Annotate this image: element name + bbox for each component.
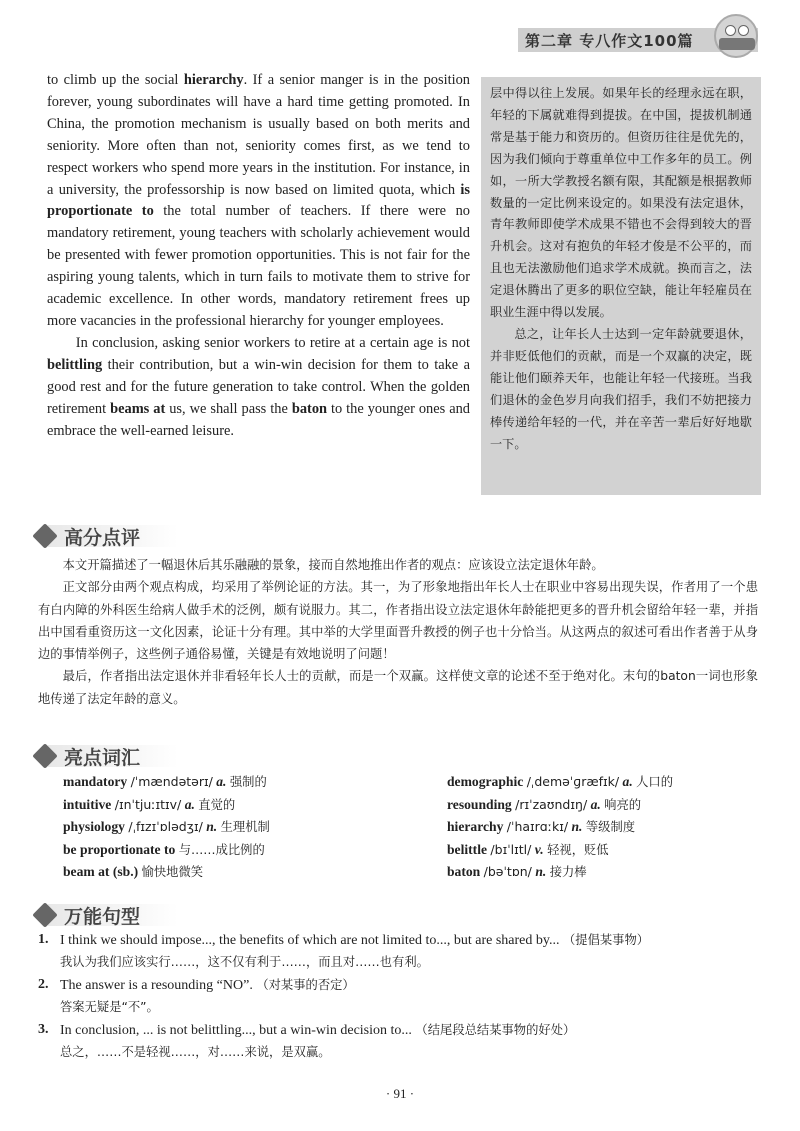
sentence-item: 1. I think we should impose..., the benefits of which are not limited to..., but are shared by... （提倡某事物） 我认为我们应该实行……，这不仅有利于……，而且对……也有利。 xyxy=(38,929,760,972)
essay-text xyxy=(47,70,470,442)
translation-paragraph-1: 层中得以往上发展。如果年长的经理永远在职，年轻的下属就难得到提拔。在中国，提拔机制通常是基于能力和资历的。但资历往往是优先的，因为我们倾向于尊重单位中工作多年的员工。例如，一所大学教授名额有限，其配额是根据教师数量的一定比例来设定的。如果没有法定退休，青年教师即使学术成果不错也不会得到较大的晋升机会。这对有抱负的年轻才俊是不公平的，而且也无法激励他们追求学术成就。换而言之，法定退休腾出了更多的职位空缺，能让年轻雇员在职业生涯中得以发展。 xyxy=(490,86,752,320)
page-number: · 91 · xyxy=(385,1086,415,1101)
vocab-row xyxy=(63,772,763,795)
vocab-entry: demographic /ˌdeməˈɡræfɪk/ a. 人口的 xyxy=(447,774,674,789)
comment-paragraph: 最后，作者指出法定退休并非看轻年长人士的贡献，而是一个双赢。这样使文章的论述不至于绝对化。末句的baton一词也形象地传递了法定年龄的意义。 xyxy=(38,669,758,706)
vocab-entry: hierarchy /ˈhaɪrɑːkɪ/ n. 等级制度 xyxy=(447,819,636,834)
vocab-entry: beam at (sb.) 愉快地微笑 xyxy=(63,864,204,879)
vocab-row xyxy=(63,817,763,840)
comment-paragraph: 本文开篇描述了一幅退休后其乐融融的景象，接而自然地推出作者的观点：应该设立法定退休年龄。 xyxy=(62,558,604,572)
translation-paragraph-2: 总之，让年长人士达到一定年龄就要退休，并非贬低他们的贡献，而是一个双赢的决定，既能让他们颐养天年，也能让年轻一代接班。当我们退休的金色岁月向我们招手，我们不妨把接力棒传递给年轻的一代，并在辛苦一辈后好好地歇一下。 xyxy=(490,326,752,451)
chapter-title: 第二章 专八作文100篇 xyxy=(525,32,694,50)
sentence-item: 2. The answer is a resounding “NO”. （对某事的否定） 答案无疑是“不”。 xyxy=(38,974,760,1017)
vocab-entry: intuitive /ɪnˈtjuːɪtɪv/ a. 直觉的 xyxy=(63,796,236,812)
sentence-translation: 总之，……不是轻视……，对……来说，是双赢。 xyxy=(60,1045,331,1059)
vocab-entry: physiology /ˌfɪzɪˈɒlədʒɪ/ n. 生理机制 xyxy=(63,819,270,834)
vocab-row xyxy=(63,795,763,818)
essay-paragraph-2: In conclusion, asking senior workers to retire at a certain age is not belittling their contribution, but a win-win decision for them to take a good rest and for the future generation to take control. When the golden retirement beams at us, we shall pass the baton to the younger ones and embrace the well-earned leisure. xyxy=(47,334,470,439)
vocab-entry: mandatory /ˈmændətərɪ/ a. 强制的 xyxy=(63,774,267,789)
sentence-translation: 我认为我们应该实行……，这不仅有利于……，而且对……也有利。 xyxy=(60,955,429,969)
vocab-list xyxy=(63,772,763,885)
comment-text xyxy=(38,554,758,710)
vocab-entry: resounding /rɪˈzaʊndɪŋ/ a. 响亮的 xyxy=(447,796,642,812)
mascot-logo-icon xyxy=(714,14,758,58)
keyword-highlight: belittling xyxy=(47,356,103,373)
keyword-highlight: baton xyxy=(291,400,328,417)
vocab-row xyxy=(63,840,763,863)
keyword-highlight: beams at xyxy=(110,400,166,417)
keyword-highlight: is proportionate to xyxy=(47,181,470,220)
translation-box xyxy=(481,77,761,495)
comment-paragraph: 正文部分由两个观点构成，均采用了举例论证的方法。其一，为了形象地指出年长人士在职业中容易出现失误，作者用了一个患有白内障的外科医生给病人做手术的泛例，颇有说服力。其二，作者指出设立法定退休年龄能把更多的晋升机会留给年轻一辈，并指出中国看重资历这一文化因素，论证十分有理。其中举的大学里面晋升教授的例子也十分恰当。从这两点的叙述可看出作者善于从身边的事情举例子，这些例子通俗易懂，关键是有效地说明了问题！ xyxy=(38,580,758,662)
vocab-entry: be proportionate to 与……成比例的 xyxy=(63,841,265,857)
sentence-translation: 答案无疑是“不”。 xyxy=(60,1000,159,1014)
sentence-patterns xyxy=(38,929,760,1064)
vocab-entry: belittle /bɪˈlɪtl/ v. 轻视，贬低 xyxy=(447,841,609,857)
essay-paragraph-1: to climb up the social hierarchy. If a senior manger is in the position forever, young subordinates will have a hard time getting promoted. In China, the promotion mechanism is usually based on both merits and seniority. More often than not, seniority comes first, as we tend to respect workers who spend more years in the institution. For instance, in a university, the professorship is now based on limited quota, which is proportionate to the total number of teachers. If there were no mandatory retirement, young teachers with scholarly achievement would be presented with fewer promotion opportunities. This is not fair for the aspiring young talents, which in turn fails to motivate them to strive for academic excellence. In other words, mandatory retirement frees up more vacancies in the professional hierarchy for younger employees. xyxy=(47,72,470,329)
vocab-row xyxy=(63,862,763,885)
vocab-entry: baton /bəˈtɒn/ n. 接力棒 xyxy=(447,864,587,879)
sentence-item: 3. In conclusion, ... is not belittling..., but a win-win decision to... （结尾段总结某事物的好处） 总之，……不是轻视……，对……来说，是双赢。 xyxy=(38,1019,760,1062)
keyword-highlight: hierarchy xyxy=(183,72,244,88)
